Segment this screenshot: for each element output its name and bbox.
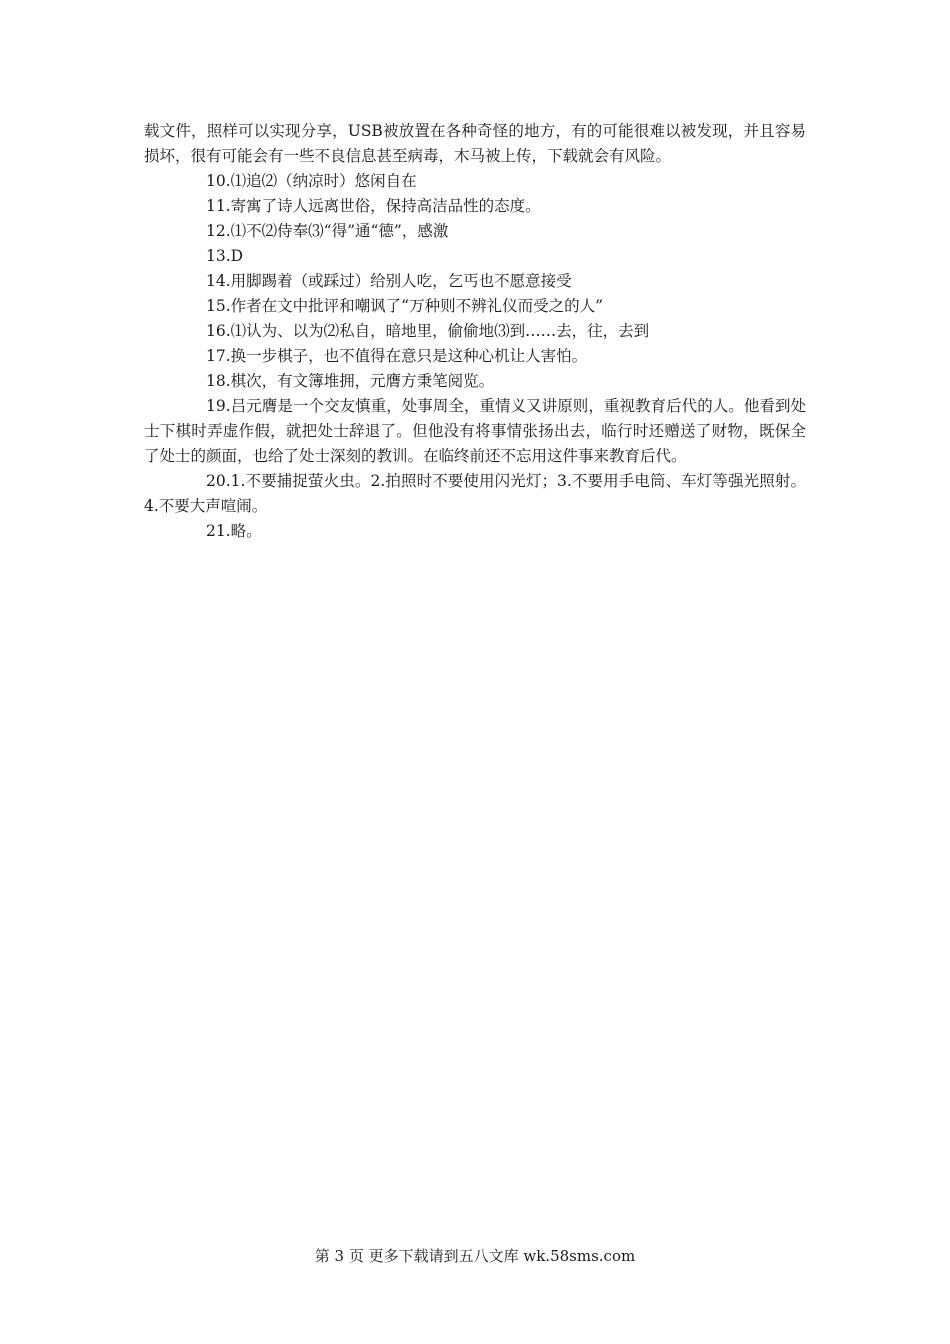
answer-19: 19.吕元膺是一个交友慎重，处事周全，重情义又讲原则，重视教育后代的人。他看到处士下棋时弄虚作假，就把处士辞退了。但他没有将事情张扬出去，临行时还赠送了财物，既保全了处士的颜面，也给了处士深刻的教训。在临终前还不忘用这件事来教育后代。 — [144, 397, 806, 465]
answer-18: 18.棋次，有文簿堆拥，元膺方秉笔阅览。 — [206, 372, 495, 390]
answer-15: 15.作者在文中批评和嘲讽了“万种则不辨礼仪而受之的人” — [206, 297, 604, 315]
answer-11: 11.寄寓了诗人远离世俗，保持高洁品性的态度。 — [206, 197, 541, 215]
paragraph-intro: 载文件，照样可以实现分享，USB被放置在各种奇怪的地方，有的可能很难以被发现，并且容易损坏，很有可能会有一些不良信息甚至病毒，木马被上传，下载就会有风险。 — [144, 122, 806, 165]
answer-13: 13.D — [206, 247, 244, 265]
answer-21: 21.略。 — [206, 522, 262, 540]
answer-17: 17.换一步棋子，也不值得在意只是这种心机让人害怕。 — [206, 347, 588, 365]
answer-16: 16.⑴认为、以为⑵私自，暗地里，偷偷地⑶到……去，往，去到 — [206, 322, 650, 340]
page-footer: 第 3 页 更多下载请到五八文库 wk.58sms.com — [314, 1247, 636, 1265]
answer-20: 20.1.不要捕捉萤火虫。2.拍照时不要使用闪光灯；3.不要用手电筒、车灯等强光照射。4.不要大声喧闹。 — [144, 472, 806, 515]
answer-body — [144, 119, 806, 544]
answer-14: 14.用脚踢着（或踩过）给别人吃，乞丐也不愿意接受 — [206, 272, 572, 290]
answer-12: 12.⑴不⑵侍奉⑶“得”通“德”，感激 — [206, 222, 449, 240]
answer-10: 10.⑴追⑵（纳凉时）悠闲自在 — [206, 172, 417, 190]
